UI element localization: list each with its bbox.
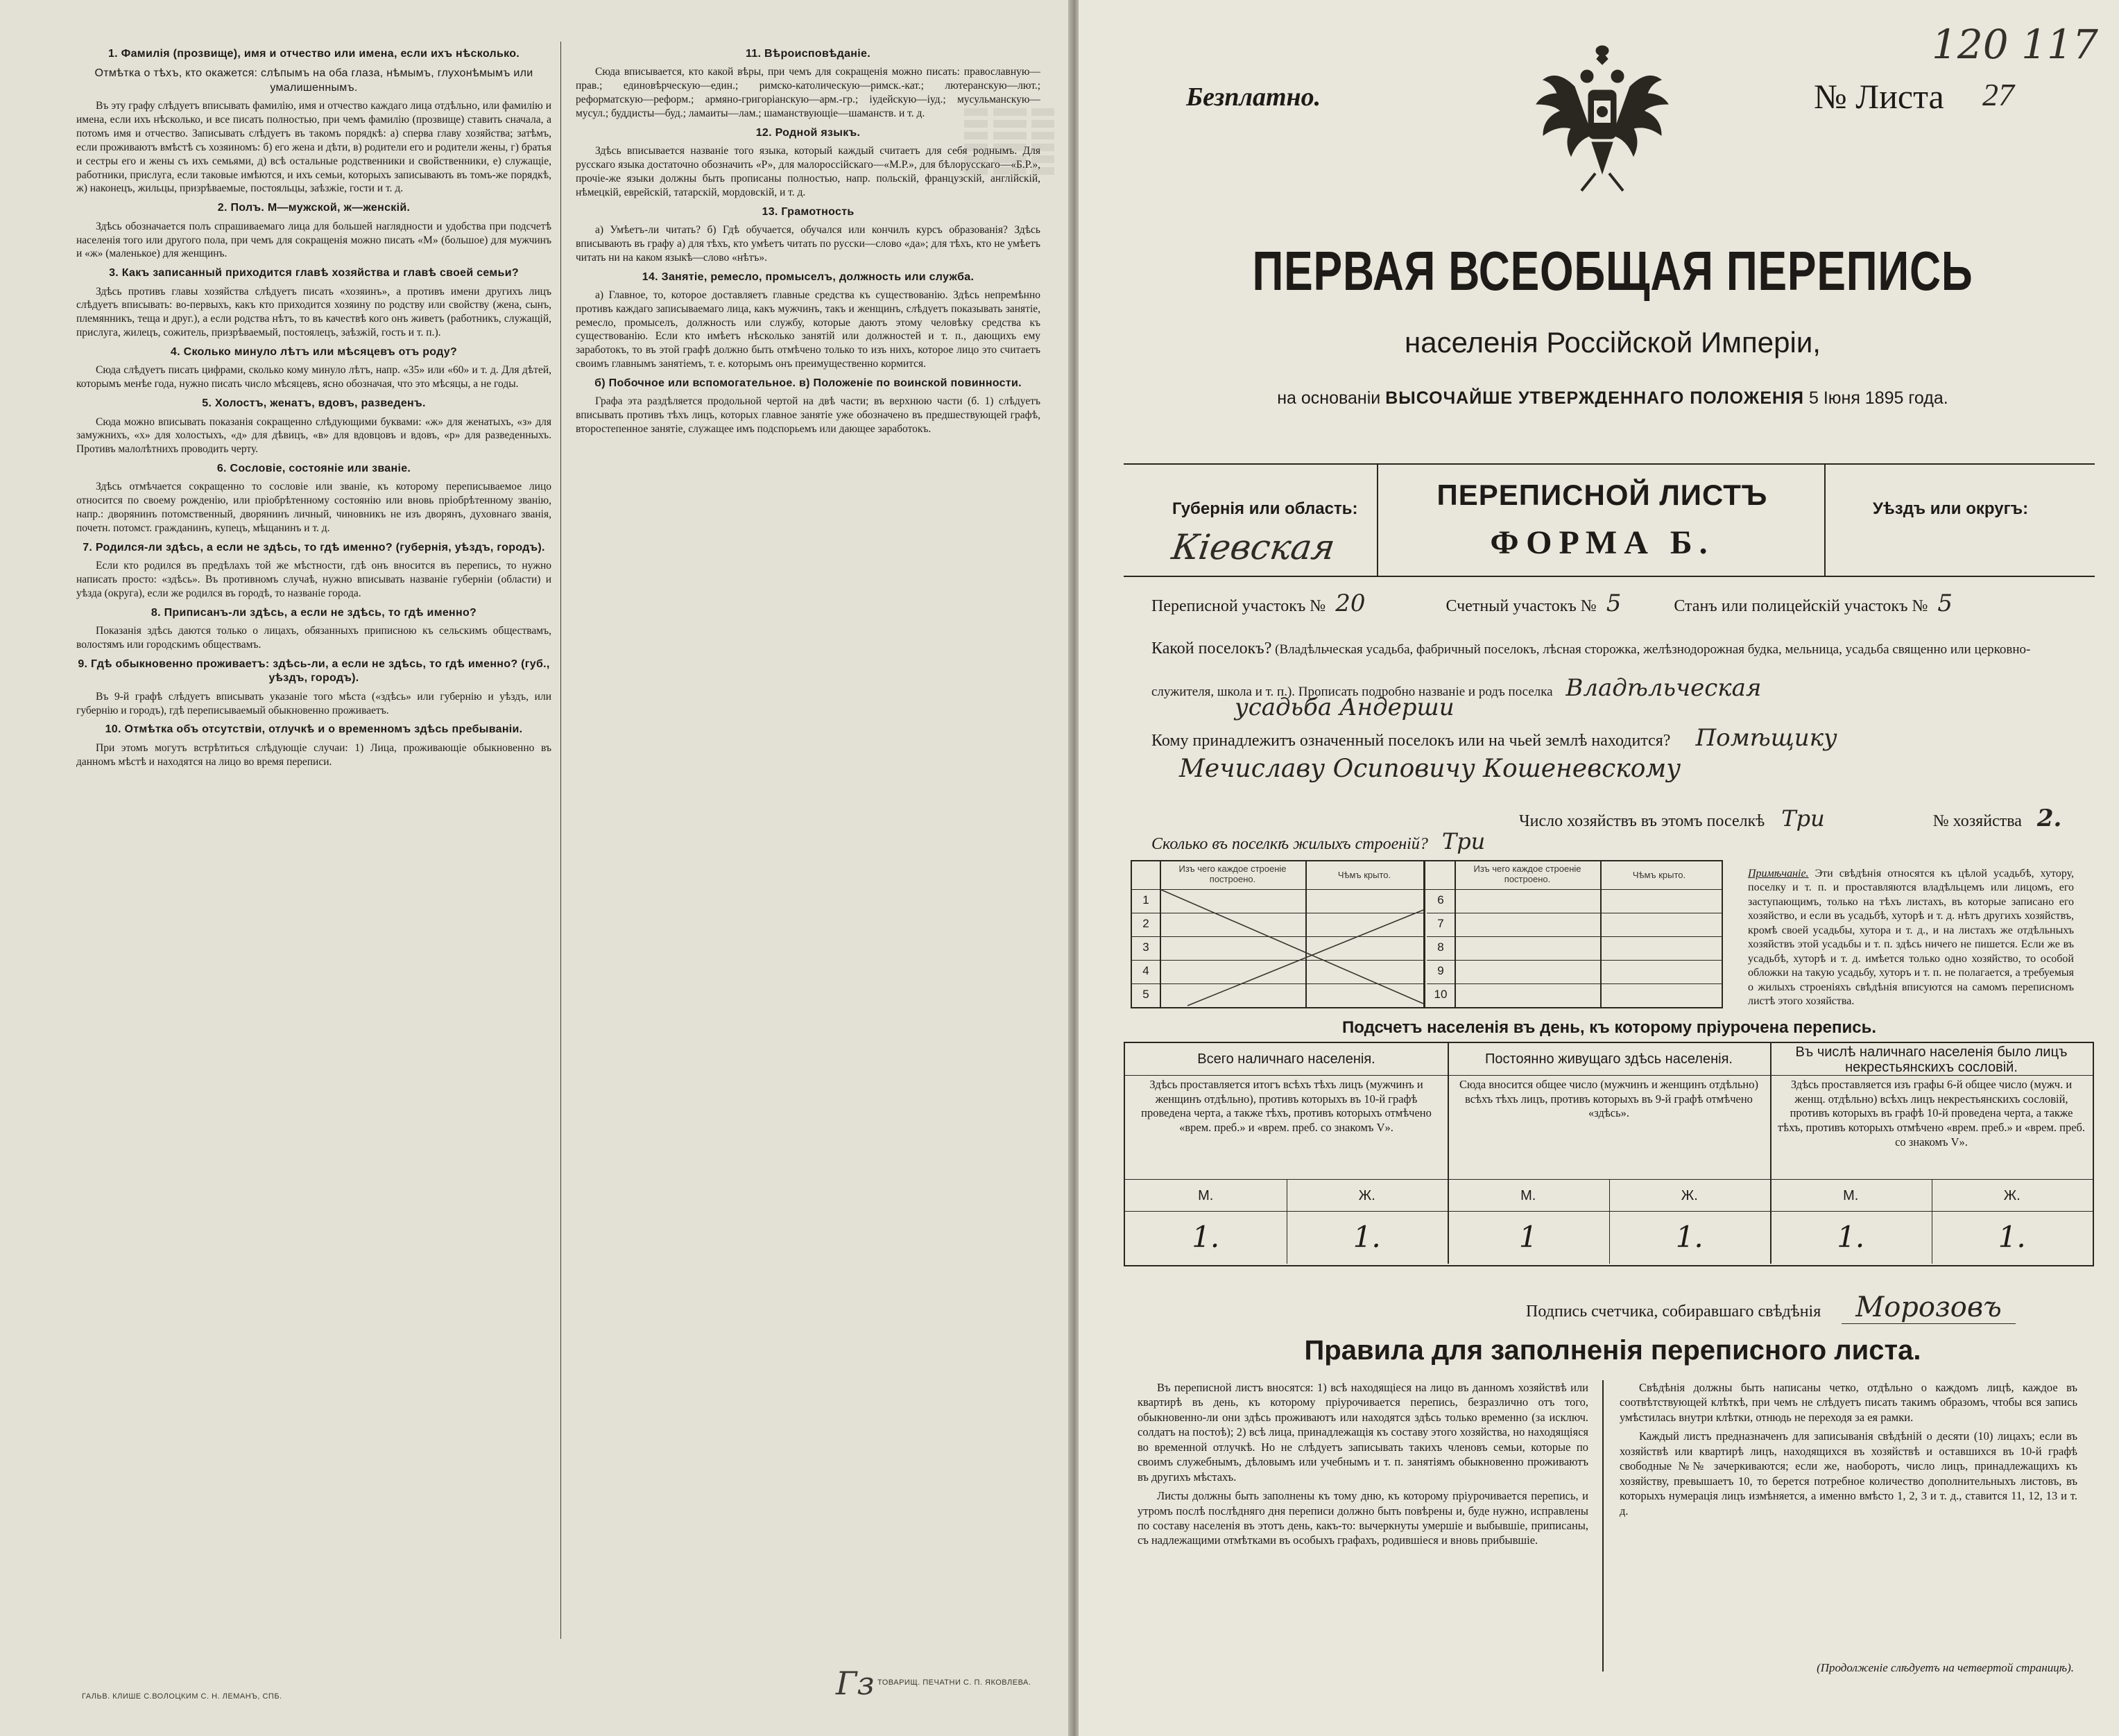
section-text: а) Главное, то, которое доставляетъ главные средства къ существованію. Здѣсь непремѣнно противъ каждаго записываемаго лица, какъ мужчинъ, такъ и женщинъ, слѣдуетъ показывать занятіе, ремесло, промыселъ, должность или службу, которые даютъ этому человѣку средства къ существованію. Если кто имѣетъ нѣсколько занятій или должностей и т. п., дающихъ ему заработокъ, то въ этой графѣ должно быть отмѣчено только то изъ нихъ, которое лицо это считаетъ своимъ главнымъ занятіемъ, т. е. которымъ онъ преимущественно кормится. (576, 289, 1040, 370)
structure-row-number: 2 (1142, 917, 1149, 930)
stan-label: Станъ или полицейскій участокъ № (1674, 597, 1928, 615)
sheet-number-handwritten: 27 (1982, 77, 2014, 112)
section-text: а) Умѣетъ-ли читать? б) Гдѣ обучается, обучался или кончилъ курсъ образованія? Здѣсь вписывають въ графу а) для тѣхъ, кто умѣетъ читать по русски—слово «да»; для тѣхъ, кто не умѣетъ читать ни на каком языкѣ—слово «нѣтъ». (576, 224, 1040, 264)
imprint-right: ТОВАРИЩ. ПЕЧАТНИ С. П. ЯКОВЛЕВА. (877, 1678, 1031, 1687)
section-title: б) Побочное или вспомогательное. в) Положеніе по воинской повинности. (594, 377, 1022, 389)
section-subtitle: Отмѣтка о тѣхъ, кто окажется: слѣпымъ на оба глаза, нѣмымъ, глухонѣмымъ или умалишеннымъ. (94, 67, 533, 94)
section-title: 3. Какъ записанный приходится главѣ хозяйства и главѣ своей семьи? (109, 267, 519, 280)
male-count-handwritten: 1. (1192, 1220, 1220, 1254)
stbl-head-material-1: Изъ чего каждое строеніе построено. (1178, 863, 1287, 884)
structure-row-rule (1427, 960, 1722, 961)
population-col-head: Постоянно живущаго здѣсь населенія. (1485, 1051, 1733, 1067)
instructions-column-b (576, 42, 1040, 1660)
section-title: 1. Фамилія (прозвище), имя и отчество или имена, если ихъ нѣсколько. (108, 48, 520, 60)
buildings-label: Сколько въ поселкѣ жилыхъ строеній? (1151, 835, 1428, 853)
rules-divider (1602, 1380, 1604, 1671)
buildings-handwritten: Три (1441, 828, 1486, 854)
households-label: Число хозяйствъ въ этомъ поселкѣ (1519, 812, 1765, 830)
population-table (1124, 1042, 2094, 1266)
rules-paragraph: Листы должны быть заполнены къ тому дню, къ которому пріурочивается перепись, и утромъ послѣ послѣдняго дня переписи должно быть повѣрены и, буде нужно, исправлены по составу населенія въ этотъ день, какъ-то: вычеркнуты умершіе и выбывшіе, приписаны, съ надлежащими отмѣтками въ особыхъ графахъ, родившіеся и вновь прибывшіе. (1138, 1489, 1588, 1547)
section-text: Показанія здѣсь даются только о лицахъ, обязанныхъ приписною къ сельскимъ обществамъ, волостямъ или городскимъ обществамъ. (76, 625, 551, 651)
structure-row-number: 8 (1437, 940, 1444, 954)
section-title: 6. Сословіе, состояніе или званіе. (216, 463, 411, 475)
corner-handwritten-number: 120 117 (1932, 21, 2098, 68)
header-rule-top (1124, 463, 2095, 465)
female-header: Ж. (1358, 1188, 1375, 1203)
section-title: 8. Приписанъ-ли здѣсь, а если не здѣсь, то гдѣ именно? (151, 606, 477, 619)
stbl-head-roof-1: Чѣмъ крыто. (1337, 870, 1391, 880)
stbl-col-line-3 (1423, 861, 1425, 1007)
district-line (1151, 590, 1953, 617)
signature-handwritten: Морозовъ (1842, 1291, 2016, 1324)
male-count-handwritten: 1 (1518, 1220, 1538, 1254)
county-label: Уѣздъ или округъ: (1873, 499, 2029, 518)
census-basis (1138, 388, 2088, 409)
population-col-desc: Здѣсь проставляется итогъ всѣхъ тѣхъ лицъ (мужчинъ и женщинъ отдѣльно), противъ которыхъ въ 10-й графѣ проведена черта, а также тѣхъ, противъ которыхъ отмѣчено «врем. преб.» и «врем. преб. со знакомъ V». (1141, 1078, 1432, 1134)
basis-suffix: 5 Іюня 1895 года. (1808, 388, 1948, 408)
schetny-label: Счетный участокъ № (1445, 597, 1597, 615)
cancelled-cross-lines (1160, 889, 1423, 1007)
section-text: Сюда слѣдуетъ писать цифрами, сколько кому минуло лѣтъ, напр. «35» или «60» и т. д. Для дѣтей, которымъ менѣе года, нужно писать число мѣсяцевъ, ясно обозначая, что это мѣсяцы, а не годы. (76, 364, 551, 390)
population-title: Подсчетъ населенія въ день, къ которому пріурочена перепись. (1342, 1018, 1876, 1037)
section-title: 7. Родился-ли здѣсь, а если не здѣсь, то гдѣ именно? (губернія, уѣздъ, городъ). (83, 541, 545, 553)
structure-row-number: 7 (1437, 917, 1444, 930)
census-subtitle: населенія Россійской Имперіи, (1405, 326, 1821, 359)
sheet-label: № Листа (1814, 77, 1944, 116)
section-title: 2. Полъ. М—мужской, ж—женскій. (217, 202, 411, 214)
continuation-note: (Продолженіе слѣдуетъ на четвертой страницѣ). (1817, 1661, 2074, 1674)
header-divider-left (1377, 463, 1378, 576)
owner-handwritten-1: Помѣщику (1695, 724, 1837, 752)
rules-column-1 (1138, 1380, 1588, 1552)
sheet-number-label (1814, 76, 1944, 117)
basis-prefix: на основаніи (1277, 388, 1381, 408)
imprint-left: ГАЛЬВ. КЛИШЕ С.ВОЛОЦКИМ С. Н. ЛЕМАНЪ, СПБ. (82, 1692, 282, 1701)
households-handwritten: Три (1781, 805, 1825, 832)
male-header: М. (1520, 1188, 1536, 1203)
structures-table (1131, 860, 1723, 1008)
section-text: При этомъ могутъ встрѣтиться слѣдующіе случаи: 1) Лица, проживающіе обыкновенно въ данномъ мѣстѣ и находятся на лицо во время переписи. (76, 741, 551, 768)
population-col-desc: Здѣсь проставляется изъ графы 6-й общее число (мужч. и женщ. отдѣльно) всѣхъ лицъ некрестьянскихъ сословій, противъ которыхъ въ графѣ 10-й проведена черта, а также тѣхъ, противъ которыхъ отмѣчено «врем. преб.» и «врем. преб. со знакомъ V». (1777, 1078, 2086, 1149)
rules-column-2 (1620, 1380, 2077, 1522)
female-count-handwritten: 1. (1353, 1220, 1381, 1254)
settlement-label: Какой поселокъ? (1151, 639, 1272, 658)
population-col-desc: Сюда вносится общее число (мужчинъ и женщинъ отдѣльно) всѣхъ тѣхъ лицъ, противъ которыхъ въ 9-й графѣ отмѣчено «здѣсь». (1459, 1078, 1758, 1120)
settlement-handwritten-1: Владѣльческая (1565, 673, 1762, 702)
owner-line (1151, 724, 1837, 752)
structure-row-number: 6 (1437, 893, 1444, 906)
rules-title: Правила для заполненія переписного листа. (1304, 1335, 1921, 1366)
signature-label: Подпись счетчика, собиравшаго свѣдѣнія (1526, 1303, 1821, 1321)
section-text: Въ 9-й графѣ слѣдуетъ вписывать указаніе того мѣста («здѣсь» или губернію и уѣздъ, или губернію и городъ), гдѣ переписываемый обыкновенно проживаетъ. (76, 690, 551, 716)
section-text: Если кто родился въ предѣлахъ той же мѣстности, гдѣ онъ вносится въ перепись, то нужно написать просто: «здѣсь». Въ противномъ случаѣ, нужно вписывать названіе губерніи (области) и уѣзда (округа), если же родился въ городѣ, то названіе города. (76, 560, 551, 599)
female-count-handwritten: 1. (1675, 1220, 1704, 1254)
buildings-line (1151, 805, 1486, 854)
households-line (1519, 805, 2061, 832)
stbl-head-roof-2: Чѣмъ крыто. (1632, 870, 1686, 880)
handwritten-mark: Гз (836, 1665, 875, 1702)
rules-paragraph: Въ переписной листъ вносятся: 1) всѣ находящіеся на лицо въ данномъ хозяйствѣ или квартирѣ въ день, къ которому пріурочивается перепись, безразлично отъ того, обыкновенно-ли они здѣсь проживаютъ или находятся здѣсь только временно (за исключ. солдатъ на постоѣ); 2) всѣ лица, принадлежащія къ составу этого хозяйства, но находящіяся во временной отлучкѣ. Но не слѣдуетъ записывать такихъ членовъ семьи, которые по своимъ служебнымъ, дѣловымъ или учебнымъ и т. п. занятіямъ обыкновенно проживаютъ въ другихъ мѣстахъ. (1138, 1381, 1588, 1484)
instructions-column-a (76, 42, 551, 1660)
census-title: ПЕРВАЯ ВСЕОБЩАЯ ПЕРЕПИСЬ (1252, 240, 1973, 302)
male-header: М. (1198, 1188, 1214, 1203)
rules-paragraph: Каждый листъ предназначенъ для записыванія свѣдѣній о десяти (10) лицахъ; если въ хозяйствѣ или квартирѣ лицъ, находящихся въ хозяйствѣ и оставшихся въ 10-й графѣ свободные №№ зачеркиваются; если же, наоборотъ, число лицъ, принадлежащихъ къ хозяйству, превышаетъ 10, то берется потребное количество дополнительныхъ листовъ, въ которыхъ нумерація лицъ измѣняется, а именно вмѣсто 1, 2, 3 и т. д., ставится 11, 12, 13 и т. д. (1620, 1429, 2077, 1518)
female-header: Ж. (1681, 1188, 1698, 1203)
section-text: Сюда можно вписывать показанія сокращенно слѣдующими буквами: «ж» для женатыхъ, «з» для замужнихъ, «х» для холостыхъ, «д» для дѣвицъ, «в» для вдовцовъ и вдовъ, «р» для разведенныхъ. Противъ малолѣтнихъ проводить черту. (76, 415, 551, 456)
province-handwritten: Кіевская (1169, 527, 1338, 567)
header-divider-right (1824, 463, 1826, 576)
form-title: ПЕРЕПИСНОЙ ЛИСТЪ (1436, 479, 1768, 511)
section-text: Сюда вписывается, кто какой вѣры, при чемъ для сокращенія можно писать: православную—прав.; единовѣрческую—един.; римско-католическую—римск.-кат.; лютеранскую—лют.; реформатскую—реформ.; армяно-григоріанскую—арм.-гр.; іудейскую—іуд.; мусульманскую—мусул.; буддисты—буд.; ламаиты—лам.; шаманствующіе—шаманств. и т. д. (576, 66, 1040, 119)
settlement-handwritten-2: усадьба Андерши (1235, 694, 1455, 721)
schetny-number-hw: 5 (1606, 590, 1622, 617)
section-title: 14. Занятіе, ремесло, промыселъ, должность или служба. (642, 270, 975, 283)
perepisnoy-label: Переписной участокъ № (1151, 597, 1326, 615)
perepisnoy-number-hw: 20 (1335, 590, 1366, 617)
double-headed-eagle-emblem (1533, 38, 1672, 198)
stbl-head-material-2: Изъ чего каждое строеніе построено. (1473, 863, 1581, 884)
header-rule-bottom (1124, 576, 2095, 577)
household-number-label: № хозяйства (1932, 812, 2022, 830)
section-title: 13. Грамотность (762, 205, 855, 218)
structure-row-rule (1427, 983, 1722, 984)
structure-row-number: 5 (1142, 988, 1149, 1001)
signature-line (1526, 1291, 2016, 1323)
stan-number-hw: 5 (1937, 590, 1953, 617)
female-header: Ж. (2003, 1188, 2021, 1203)
note-title: Примѣчаніе. (1748, 868, 1809, 879)
section-title: 12. Родной языкъ. (755, 126, 861, 139)
section-text: Въ эту графу слѣдуетъ вписывать фамилію, имя и отчество каждаго лица отдѣльно, или фамилію и имена, если ихъ нѣсколько, и все писать полностью, при чемъ фамилію (прозвище) ставить сначала, а потомъ имя и отчество. Записывать слѣдуетъ въ такомъ порядкѣ: а) сперва главу хозяйства; затѣмъ, если проживаютъ вмѣстѣ съ хозяиномъ: б) его жена и дѣти, в) родители его и родители жены, г) братья и сестры его и жены съ ихъ семьями, д) всѣ остальные родственники и свойственники, е) служащіе, работники, прислуга, если таковые имѣются, и ихъ семьи, которыхъ записывають въ томъ-же порядкѣ, ж) наконецъ, жильцы, призрѣваемые, постояльцы, заѣзжіе, гости и т. д. (76, 100, 551, 195)
section-title: 4. Сколько минуло лѣтъ или мѣсяцевъ отъ роду? (170, 345, 458, 358)
section-title: 9. Гдѣ обыкновенно проживаетъ: здѣсь-ли, а если не здѣсь, то гдѣ именно? (губ., уѣздъ, городъ). (78, 658, 550, 685)
section-text: Здѣсь вписывается названіе того языка, который каждый считаетъ для себя роднымъ. Для русскаго языка достаточно обозначить «Р», для малороссійскаго—«М.Р.», для бѣлорусскаго—«Б.Р.», прочіе-же языки должны быть прописаны полностью, напр. польскій, французскій, англійскій, нѣмецкій, еврейскій, татарскій, мордовскій, и т. д. (576, 145, 1040, 198)
column-divider (560, 42, 561, 1639)
province-label: Губернія или область: (1172, 499, 1358, 518)
household-number-handwritten: 2. (2036, 805, 2062, 832)
form-letter: ФОРМА Б. (1490, 524, 1715, 561)
structure-row-number: 4 (1142, 964, 1149, 977)
owner-handwritten-2: Мечиславу Осиповичу Кошеневскому (1179, 755, 1681, 783)
settlement-desc: (Владѣльческая усадьба, фабричный поселокъ, лѣсная сторожка, желѣзнодорожная будка, мельница, усадьба священно или церковно-служителя, школа и т. п.). Прописать подробно названіе и родъ поселка (1151, 642, 2031, 699)
structure-row-number: 1 (1142, 893, 1149, 906)
female-count-handwritten: 1. (1998, 1220, 2026, 1254)
section-title: 5. Холостъ, женатъ, вдовъ, разведенъ. (202, 397, 426, 410)
structure-row-number: 9 (1437, 964, 1444, 977)
free-label: Безплатно. (1186, 83, 1321, 112)
male-header: М. (1843, 1188, 1859, 1203)
structure-row-number: 10 (1434, 988, 1448, 1001)
section-title: 10. Отмѣтка объ отсутствіи, отлучкѣ и о временномъ здѣсь пребываніи. (105, 723, 523, 736)
population-col-head: Всего наличнаго населенія. (1197, 1051, 1375, 1067)
section-text: Здѣсь отмѣчается сокращенно то сословіе или званіе, къ которому переписываемое лицо относится по своему рожденію, или пріобрѣтенному состоянію или вновь пріобрѣтенному званію, напр.: дворянинъ потомственный, дворянинъ личный, чиновникъ не изъ дворянъ, духовнаго званія, почетн. потомст. гражданинъ, купецъ, мѣщанинъ и т. д. (76, 481, 551, 534)
male-count-handwritten: 1. (1837, 1220, 1865, 1254)
structure-row-rule (1427, 936, 1722, 937)
structure-row-number: 3 (1142, 940, 1149, 954)
owner-label: Кому принадлежитъ означенный поселокъ или на чьей землѣ находится? (1151, 732, 1671, 750)
section-text: Здѣсь противъ главы хозяйства слѣдуетъ писать «хозяинъ», а противъ имени другихъ лицъ слѣдуетъ вписывать: во-первыхъ, какъ кто приходится хозяину по родству или свойству (жена, сынъ, племянникъ, теща и друг.), а если родства нѣтъ, то въ качествѣ кого онъ живетъ (работникъ, служащій, прислуга, жилецъ, сожитель, призрѣваемый, постоялецъ, заѣзжій, гость и т. п.). (76, 285, 551, 339)
structures-note (1748, 867, 2074, 1009)
section-text: Здѣсь обозначается полъ спрашиваемаго лица для большей наглядности и удобства при подсчетѣ населенія того или другого пола, при чемъ для сокращенія можно писать «М» (большое) для мужчинъ и «ж» (маленькое) для женщинъ. (76, 220, 551, 260)
basis-bold: ВЫСОЧАЙШЕ УТВЕРЖДЕННАГО ПОЛОЖЕНІЯ (1385, 388, 1805, 408)
section-title: 11. Вѣроисповѣданіе. (746, 48, 870, 60)
note-text: Эти свѣдѣнія относятся къ цѣлой усадьбѣ, хутору, поселку и т. п. и проставляются владѣльцемъ или лицомъ, его заступающимъ, только на тѣхъ листахъ, въ которые записано его хозяйство, и если въ усадьбѣ, хуторѣ и т. д. нѣтъ другихъ хозяйствъ, кромѣ своей усадьбы, хутора и т. д., и на листахъ же отдѣльныхъ хозяйствъ этой усадьбы и т. п. здѣсь ничего не пишется. Если же въ усадьбѣ, хуторѣ и т. д. имѣется только одно хозяйство, то особой обложки на такую усадьбу, хуторъ и т. п. не полагается, а требуемыя о жилыхъ строеніяхъ свѣдѣнія вписуются на самомъ переписномъ листѣ этого хозяйства. (1748, 868, 2075, 1008)
section-text: Графа эта раздѣляется продольной чертой на двѣ части; въ верхнюю части (б. 1) слѣдуетъ вписывать противъ тѣхъ лицъ, которых главное занятіе уже обозначено въ предшествующей графѣ, второстепенное занятіе, служащее имъ подспорьемъ или дающее заработокъ. (576, 395, 1040, 436)
rules-paragraph: Свѣдѣнія должны быть написаны четко, отдѣльно о каждомъ лицѣ, каждое въ соотвѣтствующей клѣткѣ, при чемъ не слѣдуетъ писать такимъ образомъ, чтобы вся запись умѣстилась внутри клѣтки, отнюдь не переходя за ея рамки. (1620, 1381, 2077, 1424)
population-col-head: Въ числѣ наличнаго населенія было лицъ некрестьянскихъ сословій. (1795, 1045, 2068, 1075)
bleed-through-text (964, 104, 1054, 179)
